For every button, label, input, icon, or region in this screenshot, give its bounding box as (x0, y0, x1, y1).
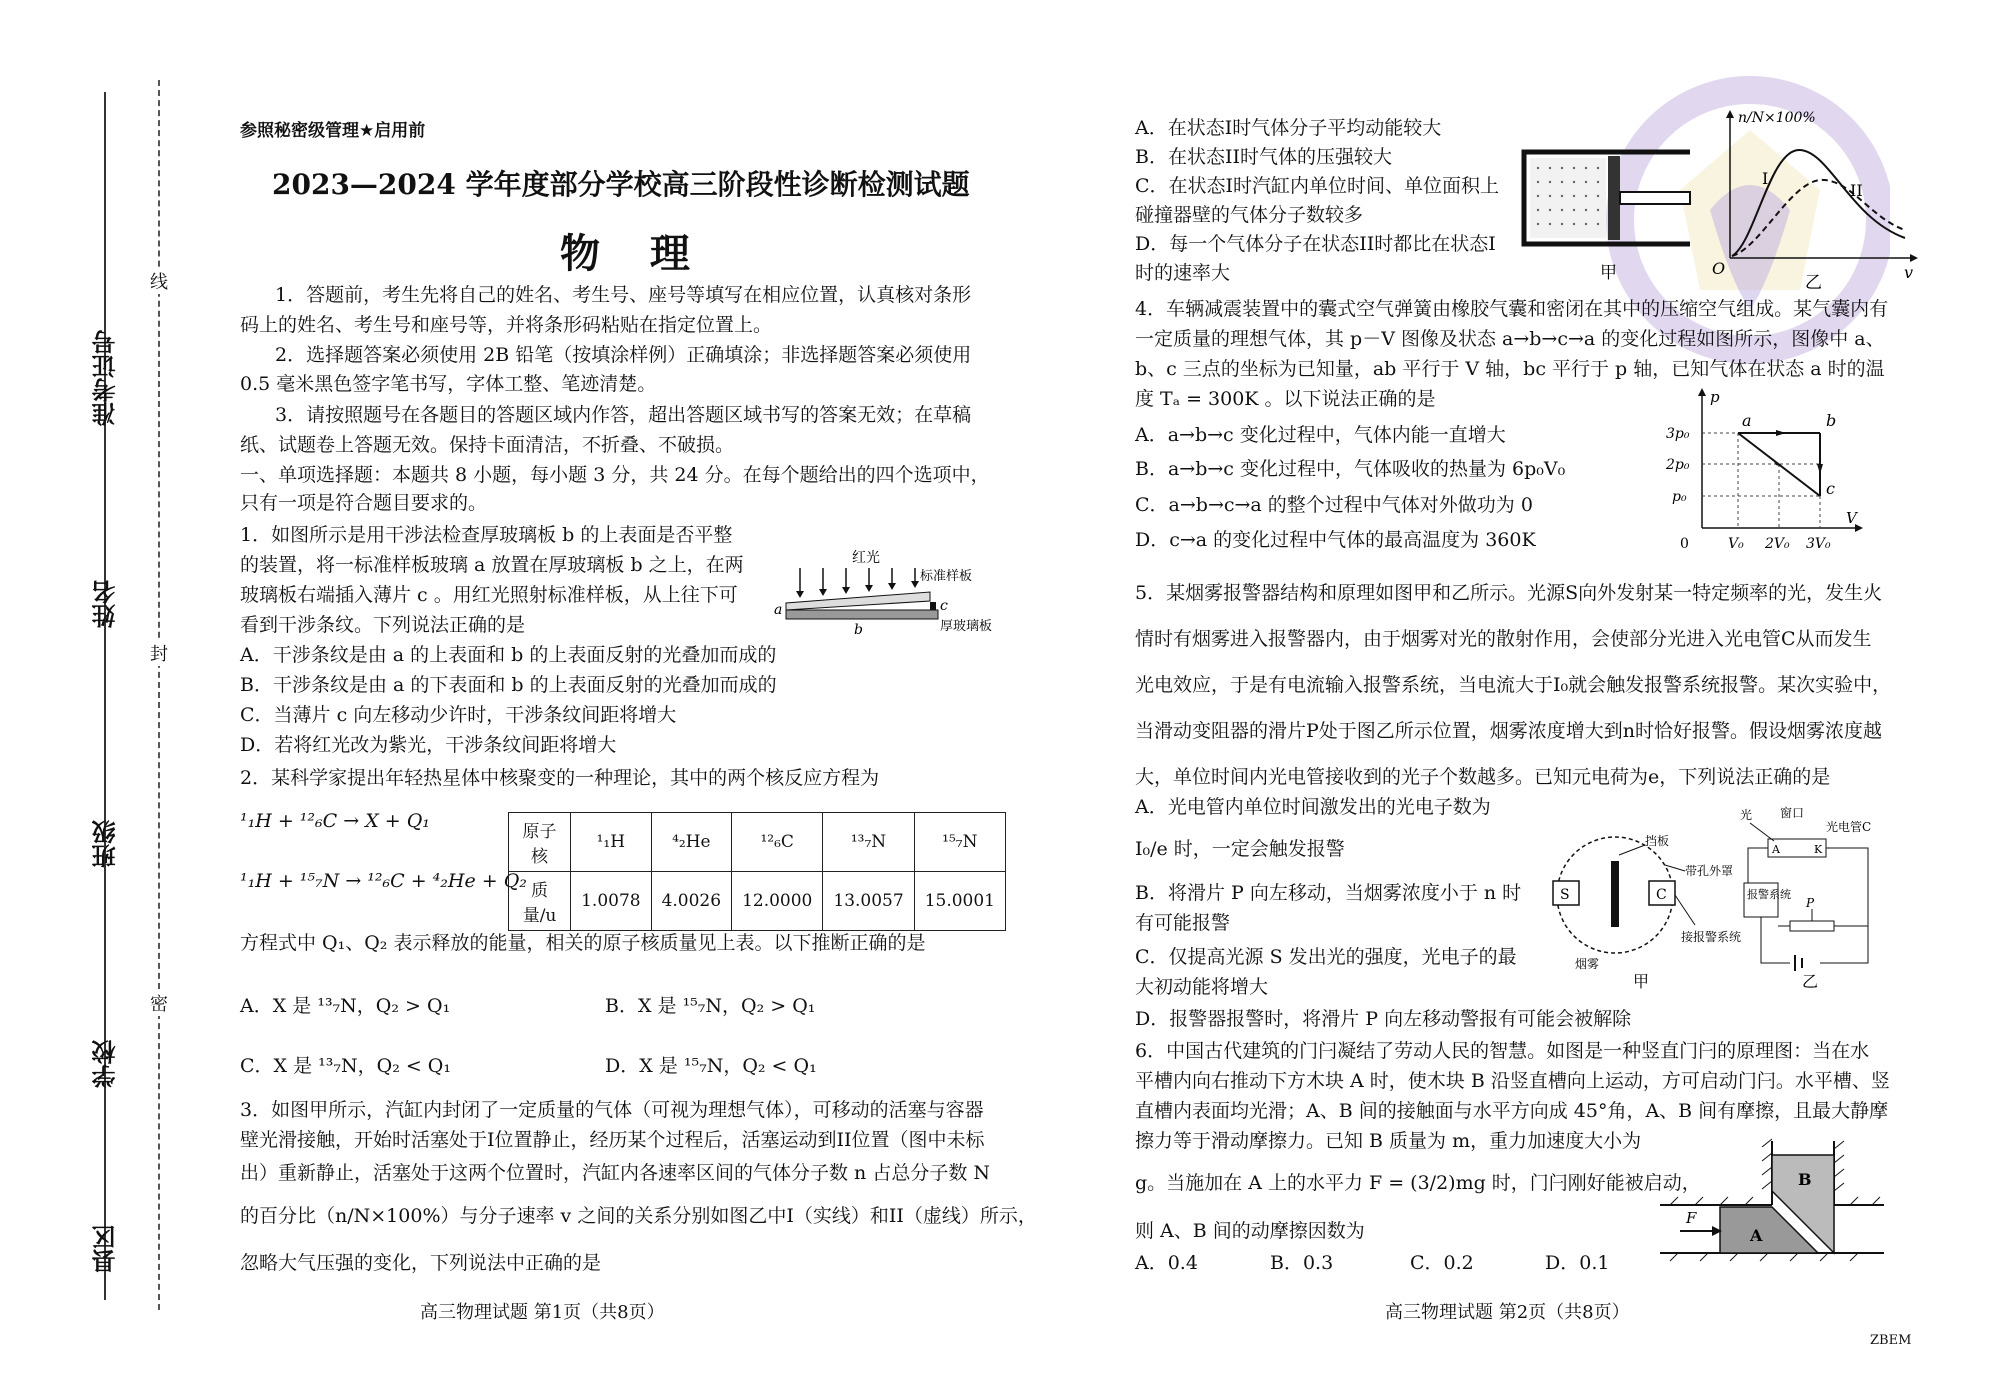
table-cell: 质量/u (509, 872, 571, 931)
svg-text:2V₀: 2V₀ (1765, 536, 1790, 552)
q1-thick-label: 厚玻璃板 (940, 619, 993, 634)
instruction-line: 0.5 毫米黑色签字笔书写，字体工整、笔迹清楚。 (240, 373, 657, 395)
q4-option-d: D．c→a 的变化过程中气体的最高温度为 360K (1135, 529, 1536, 551)
footer-right: 高三物理试题 第2页（共8页） (1385, 1302, 1630, 1323)
section-heading: 只有一项是符合题目要求的。 (240, 492, 488, 514)
instruction-line: 纸、试题卷上答题无效。保持卡面清洁，不折叠、不破损。 (240, 434, 735, 456)
table-row (509, 813, 1006, 872)
q6-stem: 直槽内表面均光滑；A、B 间的接触面与水平方向成 45°角，A、B 间有摩擦，且最大静摩 (1135, 1100, 1889, 1122)
q3-figure-jia (1520, 148, 1695, 288)
svg-text:乙: 乙 (1802, 972, 1819, 990)
q3-figure-yi (1700, 108, 1920, 298)
svg-text:c: c (1826, 479, 1835, 498)
instruction-line: 2．选择题答案必须使用 2B 铅笔（按填涂样例）正确填涂；非选择题答案必须使用 (275, 344, 972, 366)
footer-left: 高三物理试题 第1页（共8页） (420, 1302, 665, 1323)
q3-stem: 出）重新静止，活塞处于这两个位置时，汽缸内各速率区间的气体分子数 n 占总分子数 N (240, 1162, 990, 1184)
svg-text:B: B (1798, 1170, 1812, 1189)
svg-text:F: F (1686, 1209, 1697, 1227)
q1-thick-plate (786, 610, 938, 619)
svg-text:3V₀: 3V₀ (1806, 536, 1831, 552)
q5-option-a: A．光电管内单位时间激发出的光电子数为 (1135, 796, 1491, 818)
svg-text:2p₀: 2p₀ (1666, 457, 1690, 473)
svg-text:挡板: 挡板 (1645, 834, 1670, 848)
table-row (509, 872, 1006, 931)
table-cell: 1.0078 (571, 872, 651, 931)
q2-option-d: D．X 是 ¹⁵₇N，Q₂ < Q₁ (605, 1055, 817, 1077)
svg-text:接报警系统: 接报警系统 (1681, 930, 1742, 944)
table-cell: ¹₁H (571, 813, 651, 872)
svg-text:O: O (1712, 259, 1726, 278)
q1-stem: 1．如图所示是用干涉法检查厚玻璃板 b 的上表面是否平整 (240, 524, 733, 546)
q3-ylabel: n/N×100% (1738, 110, 1816, 126)
q1-standard-plate (786, 592, 930, 610)
svg-text:b: b (1826, 411, 1837, 430)
q1-option-a: A．干涉条纹是由 a 的上表面和 b 的上表面反射的光叠加而成的 (240, 644, 777, 666)
q5-option-b: B．将滑片 P 向左移动，当烟雾浓度小于 n 时 (1135, 882, 1522, 904)
q1-standard-label: 标准样板 (920, 569, 973, 584)
q2-option-a: A．X 是 ¹³₇N，Q₂ > Q₁ (240, 995, 451, 1017)
svg-text:K: K (1814, 843, 1823, 856)
q2-option-c: C．X 是 ¹³₇N，Q₂ < Q₁ (240, 1055, 452, 1077)
exam-no-label: 准考证号 (92, 330, 120, 426)
q2-mass-table (508, 812, 1006, 931)
q2-equation-1: ¹₁H + ¹²₆C → X + Q₁ (240, 810, 430, 832)
svg-text:烟雾: 烟雾 (1575, 957, 1600, 971)
county-label: 县区 (92, 1225, 120, 1273)
svg-text:p₀: p₀ (1672, 489, 1687, 505)
q5-stem: 光电效应，于是有电流输入报警系统，当电流大于I₀就会触发报警系统报警。某次实验中， (1135, 674, 1892, 696)
q5-stem: 5．某烟雾报警器结构和原理如图甲和乙所示。光源S向外发射某一特定频率的光，发生火 (1135, 582, 1883, 604)
section-heading: 一、单项选择题：本题共 8 小题，每小题 3 分，共 24 分。在每个题给出的四个选项中， (240, 464, 990, 486)
q6-stem: 平槽内向右推动下方木块 A 时，使木块 B 沿竖直槽向上运动，方可启动门闩。水平槽、竖 (1135, 1070, 1890, 1092)
q6-option-c: C．0.2 (1410, 1252, 1474, 1274)
q5-option-c: C．仅提高光源 S 发出光的强度，光电子的最 (1135, 946, 1517, 968)
seal-mark-mi: 密 (150, 990, 168, 1016)
name-label: 姓名 (92, 580, 120, 628)
table-cell: ¹²₆C (732, 813, 823, 872)
svg-text:甲: 甲 (1633, 972, 1650, 990)
q3-piston (1608, 156, 1620, 240)
svg-text:A: A (1772, 843, 1780, 856)
svg-text:C: C (1656, 887, 1667, 903)
svg-text:II: II (1850, 181, 1863, 200)
svg-text:光: 光 (1740, 808, 1753, 822)
table-cell: 15.0001 (914, 872, 1005, 931)
q4-pv-figure (1650, 388, 1870, 558)
q6-stem: 则 A、B 间的动摩擦因数为 (1135, 1220, 1365, 1242)
q5-stem: 当滑动变阻器的滑片P处于图乙所示位置，烟雾浓度增大到n时恰好报警。假设烟雾浓度越 (1135, 720, 1883, 742)
svg-text:c: c (940, 598, 948, 614)
q6-stem: g。当施加在 A 上的水平力 F = (3/2)mg 时，门闩刚好能被启动， (1135, 1172, 1701, 1194)
svg-text:V₀: V₀ (1728, 536, 1744, 552)
q1-stem: 看到干涉条纹。下列说法正确的是 (240, 614, 526, 636)
svg-text:甲: 甲 (1600, 263, 1617, 283)
svg-text:a: a (774, 602, 783, 618)
school-label: 学校 (92, 1040, 120, 1088)
q6-option-d: D．0.1 (1545, 1252, 1610, 1274)
seal-mark-feng: 封 (150, 640, 168, 666)
q5-option-b-cont: 有可能报警 (1135, 912, 1231, 934)
svg-text:V: V (1846, 509, 1857, 527)
q3-option-d-cont: 时的速率大 (1135, 262, 1231, 284)
svg-text:p: p (1710, 388, 1720, 406)
q4-option-b: B．a→b→c 变化过程中，气体吸收的热量为 6p₀V₀ (1135, 458, 1566, 480)
q1-stem: 玻璃板右端插入薄片 c 。用红光照射标准样板，从上往下可 (240, 584, 738, 606)
exam-title: 2023—2024 学年度部分学校高三阶段性诊断检测试题 (272, 168, 970, 201)
q4-option-a: A．a→b→c 变化过程中，气体内能一直增大 (1135, 424, 1506, 446)
class-label: 班级 (92, 820, 120, 868)
q3-option-c-cont: 碰撞器壁的气体分子数较多 (1135, 204, 1364, 226)
q5-stem: 情时有烟雾进入报警器内，由于烟雾对光的散射作用，会使部分光进入光电管C从而发生 (1135, 628, 1872, 650)
svg-text:I: I (1762, 169, 1769, 188)
q3-option-b: B．在状态II时气体的压强较大 (1135, 146, 1392, 168)
binding-line-dashed (158, 80, 160, 1310)
footer-code: ZBEM (1870, 1333, 1912, 1348)
q1-option-d: D．若将红光改为紫光，干涉条纹间距将增大 (240, 734, 617, 756)
secret-label: 参照秘密级管理★启用前 (240, 121, 426, 141)
instruction-line: 1．答题前，考生先将自己的姓名、考生号、座号等填写在相应位置，认真核对条形 (275, 284, 972, 306)
q3-option-d: D．每一个气体分子在状态II时都比在状态I (1135, 233, 1496, 255)
q2-after: 方程式中 Q₁、Q₂ 表示释放的能量，相关的原子核质量见上表。以下推断正确的是 (240, 932, 926, 954)
table-cell: ¹³₇N (823, 813, 914, 872)
table-cell: 13.0057 (823, 872, 914, 931)
q2-option-b: B．X 是 ¹⁵₇N，Q₂ > Q₁ (605, 995, 816, 1017)
q1-thin-piece (930, 602, 936, 610)
q6-option-a: A．0.4 (1135, 1252, 1198, 1274)
table-cell: 4.0026 (651, 872, 731, 931)
q6-stem: 6．中国古代建筑的门闩凝结了劳动人民的智慧。如图是一种竖直门闩的原理图：当在水 (1135, 1040, 1870, 1062)
svg-text:报警系统: 报警系统 (1747, 888, 1791, 901)
q5-figure-yi (1740, 805, 1875, 990)
table-cell: 12.0000 (732, 872, 823, 931)
q2-equation-2: ¹₁H + ¹⁵₇N → ¹²₆C + ⁴₂He + Q₂ (240, 870, 527, 892)
q4-stem: 一定质量的理想气体，其 p－V 图像及状态 a→b→c→a 的变化过程如图所示，图像中 a、 (1135, 328, 1885, 350)
table-cell: 原子核 (509, 813, 571, 872)
svg-text:乙: 乙 (1805, 273, 1822, 293)
q5-stem: 大，单位时间内光电管接收到的光子个数越多。已知元电荷为e，下列说法正确的是 (1135, 766, 1831, 788)
q6-stem: 擦力等于滑动摩擦力。已知 B 质量为 m，重力加速度大小为 (1135, 1130, 1642, 1152)
q3-curve-I (1732, 150, 1905, 256)
svg-text:P: P (1806, 896, 1815, 910)
q3-stem: 的百分比（n/N×100%）与分子速率 v 之间的关系分别如图乙中I（实线）和II（虚线）所示， (240, 1205, 1037, 1227)
svg-text:S: S (1560, 887, 1570, 903)
q1-option-b: B．干涉条纹是由 a 的下表面和 b 的上表面反射的光叠加而成的 (240, 674, 777, 696)
q1-stem: 的装置，将一标准样板玻璃 a 放置在厚玻璃板 b 之上，在两 (240, 554, 744, 576)
q4-stem: 度 Tₐ = 300K 。以下说法正确的是 (1135, 388, 1436, 410)
q5-rheostat (1790, 921, 1834, 931)
binding-line-outer (104, 92, 106, 1300)
q1-figure (770, 548, 1000, 636)
q3-stem: 3．如图甲所示，汽缸内封闭了一定质量的气体（可视为理想气体），可移动的活塞与容器 (240, 1099, 984, 1121)
q6-figure (1650, 1135, 1890, 1275)
q3-curve-II (1732, 180, 1905, 256)
svg-text:A: A (1750, 1226, 1763, 1245)
subject-title: 物 理 (560, 231, 708, 277)
q3-option-a: A．在状态I时气体分子平均动能较大 (1135, 117, 1442, 139)
svg-text:a: a (1742, 411, 1752, 430)
table-cell: ⁴₂He (651, 813, 731, 872)
svg-text:光电管C: 光电管C (1826, 820, 1872, 834)
q3-piston-rod (1620, 192, 1690, 204)
svg-text:0: 0 (1680, 536, 1689, 552)
q4-option-c: C．a→b→c→a 的整个过程中气体对外做功为 0 (1135, 494, 1533, 516)
svg-text:b: b (854, 622, 863, 636)
q1-option-c: C．当薄片 c 向左移动少许时，干涉条纹间距将增大 (240, 704, 677, 726)
q1-red-light-label: 红光 (852, 550, 880, 566)
instruction-line: 码上的姓名、考生号和座号等，并将条形码粘贴在指定位置上。 (240, 314, 773, 336)
q5-figure-jia (1545, 815, 1745, 990)
q2-stem: 2．某科学家提出年轻热星体中核聚变的一种理论，其中的两个核反应方程为 (240, 767, 880, 789)
q3-option-c: C．在状态I时汽缸内单位时间、单位面积上 (1135, 175, 1500, 197)
q6-option-b: B．0.3 (1270, 1252, 1334, 1274)
svg-text:3p₀: 3p₀ (1666, 426, 1690, 442)
q4-stem: b、c 三点的坐标为已知量，ab 平行于 V 轴，bc 平行于 p 轴，已知气体在状态 a 时的温 (1135, 358, 1885, 380)
seal-mark-line: 线 (150, 268, 168, 294)
q3-stem: 忽略大气压强的变化，下列说法中正确的是 (240, 1252, 602, 1274)
svg-text:v: v (1904, 263, 1914, 282)
svg-text:窗口: 窗口 (1780, 806, 1805, 820)
q5-option-c-cont: 大初动能将增大 (1135, 976, 1269, 998)
q5-baffle (1611, 861, 1619, 927)
q5-option-a-cont: I₀/e 时，一定会触发报警 (1135, 838, 1345, 860)
instruction-line: 3．请按照题号在各题目的答题区域内作答，超出答题区域书写的答案无效；在草稿 (275, 404, 972, 426)
q4-stem: 4．车辆减震装置中的囊式空气弹簧由橡胶气囊和密闭在其中的压缩空气组成。某气囊内有 (1135, 298, 1889, 320)
table-cell: ¹⁵₇N (914, 813, 1005, 872)
q5-option-d: D．报警器报警时，将滑片 P 向左移动警报有可能会被解除 (1135, 1008, 1632, 1030)
q3-stem: 壁光滑接触，开始时活塞处于I位置静止，经历某个过程后，活塞运动到II位置（图中未标 (240, 1129, 985, 1151)
svg-text:带孔外罩: 带孔外罩 (1685, 864, 1734, 878)
